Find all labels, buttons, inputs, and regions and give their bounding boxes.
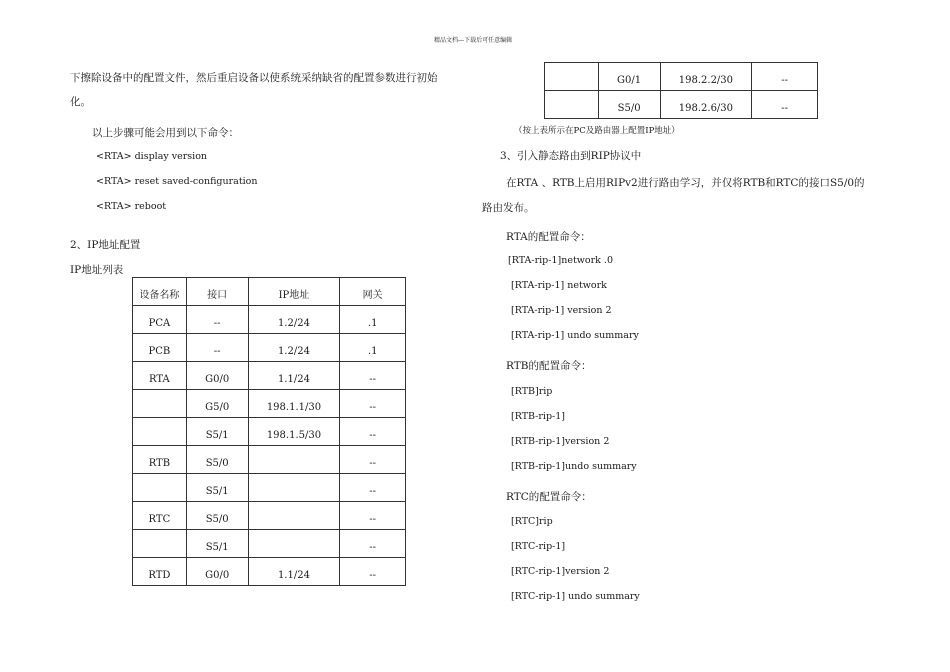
table-cell: PCB bbox=[133, 334, 187, 362]
table-cell: -- bbox=[340, 418, 406, 446]
table-cell: -- bbox=[340, 362, 406, 390]
table-cell bbox=[545, 91, 599, 119]
table-cell: S5/1 bbox=[186, 418, 248, 446]
table-cell: 1.1/24 bbox=[248, 362, 340, 390]
table-row bbox=[133, 306, 406, 334]
table-cell: 198.1.1/30 bbox=[248, 390, 340, 418]
table-cell: .1 bbox=[340, 306, 406, 334]
table-cell: -- bbox=[340, 390, 406, 418]
table-row bbox=[133, 362, 406, 390]
command-line: [RTB-rip-1]undo summary bbox=[511, 461, 637, 472]
table-cell: PCA bbox=[133, 306, 187, 334]
table-header-cell: 网关 bbox=[340, 278, 406, 306]
command-line: [RTB-rip-1]version 2 bbox=[511, 436, 610, 447]
table-row bbox=[133, 446, 406, 474]
command-line: [RTA-rip-1] undo summary bbox=[511, 330, 639, 341]
table-cell bbox=[133, 390, 187, 418]
table-cell: S5/0 bbox=[186, 502, 248, 530]
table-row bbox=[133, 474, 406, 502]
table-cell: G0/0 bbox=[186, 362, 248, 390]
table-cell bbox=[248, 474, 340, 502]
table-note: （按上表所示在PC及路由器上配置IP地址） bbox=[514, 126, 680, 136]
table-cell bbox=[545, 63, 599, 91]
rtb-config-title: RTB的配置命令： bbox=[506, 360, 592, 372]
table-cell: S5/1 bbox=[186, 474, 248, 502]
table-cell: S5/0 bbox=[186, 446, 248, 474]
table-cell bbox=[248, 502, 340, 530]
table-row bbox=[133, 418, 406, 446]
table-header-cell: IP地址 bbox=[248, 278, 340, 306]
table-cell: 198.2.6/30 bbox=[660, 91, 752, 119]
page-header: 精品文档---下载后可任意编辑 bbox=[434, 37, 513, 44]
table-cell: 1.2/24 bbox=[248, 334, 340, 362]
table-row bbox=[133, 530, 406, 558]
command-line: [RTB]rip bbox=[511, 386, 553, 397]
table-cell: S5/0 bbox=[598, 91, 660, 119]
paragraph-line: 路由发布。 bbox=[482, 202, 535, 214]
table-cell: 198.1.5/30 bbox=[248, 418, 340, 446]
table-cell: -- bbox=[186, 306, 248, 334]
table-cell: -- bbox=[340, 502, 406, 530]
table-cell bbox=[133, 474, 187, 502]
paragraph: 以上步骤可能会用到以下命令： bbox=[92, 127, 239, 139]
table-cell: G5/0 bbox=[186, 390, 248, 418]
table-cell: G0/0 bbox=[186, 558, 248, 586]
table-cell: RTA bbox=[133, 362, 187, 390]
rtc-config-title: RTC的配置命令： bbox=[506, 491, 592, 503]
table-cell: -- bbox=[340, 558, 406, 586]
table-cell bbox=[248, 530, 340, 558]
table-cell: 198.2.2/30 bbox=[660, 63, 752, 91]
table-row bbox=[545, 63, 818, 91]
table-cell bbox=[248, 446, 340, 474]
table-cell: -- bbox=[752, 91, 818, 119]
table-cell bbox=[133, 530, 187, 558]
section-title: 2、IP地址配置 bbox=[70, 239, 141, 251]
table-cell: 1.1/24 bbox=[248, 558, 340, 586]
table-cell: .1 bbox=[340, 334, 406, 362]
command-line: [RTC-rip-1] bbox=[511, 541, 566, 552]
command-line: [RTC-rip-1] undo summary bbox=[511, 591, 640, 602]
command-line: [RTC]rip bbox=[511, 516, 553, 527]
command-line: <RTA> display version bbox=[96, 151, 208, 162]
table-row bbox=[133, 390, 406, 418]
table-header-row bbox=[133, 278, 406, 306]
table-header-cell: 设备名称 bbox=[133, 278, 187, 306]
table-row bbox=[133, 334, 406, 362]
table-cell: -- bbox=[752, 63, 818, 91]
command-line: [RTC-rip-1]version 2 bbox=[511, 566, 610, 577]
rta-config-title: RTA的配置命令： bbox=[506, 231, 591, 243]
table-row bbox=[545, 91, 818, 119]
paragraph-line: 下擦除设备中的配置文件，然后重启设备以使系统采纳缺省的配置参数进行初始 bbox=[70, 72, 438, 84]
table-cell: G0/1 bbox=[598, 63, 660, 91]
table-cell: -- bbox=[340, 446, 406, 474]
table-row bbox=[133, 558, 406, 586]
command-line: [RTA-rip-1] network bbox=[511, 280, 607, 291]
command-line: [RTA-rip-1]network .0 bbox=[508, 255, 613, 266]
table-row bbox=[133, 502, 406, 530]
command-line: [RTA-rip-1] version 2 bbox=[511, 305, 612, 316]
table-cell: RTC bbox=[133, 502, 187, 530]
table-cell: RTD bbox=[133, 558, 187, 586]
table-cell bbox=[133, 418, 187, 446]
table-cell: -- bbox=[340, 530, 406, 558]
table-header-cell: 接口 bbox=[186, 278, 248, 306]
ip-address-table bbox=[132, 277, 406, 586]
paragraph-line: 在RTA 、RTB上启用RIPv2进行路由学习，并仅将RTB和RTC的接口S5/0的 bbox=[506, 177, 865, 189]
command-line: <RTA> reboot bbox=[96, 201, 167, 212]
table-cell: RTB bbox=[133, 446, 187, 474]
command-line: [RTB-rip-1] bbox=[511, 411, 566, 422]
table-caption: IP地址列表 bbox=[70, 264, 124, 276]
section-title: 3、引入静态路由到RIP协议中 bbox=[500, 150, 642, 162]
table-cell: 1.2/24 bbox=[248, 306, 340, 334]
paragraph-line: 化。 bbox=[70, 96, 91, 108]
command-line: <RTA> reset saved-configuration bbox=[96, 176, 258, 187]
ip-address-table-continued bbox=[544, 62, 818, 119]
table-cell: -- bbox=[186, 334, 248, 362]
table-cell: S5/1 bbox=[186, 530, 248, 558]
table-cell: -- bbox=[340, 474, 406, 502]
